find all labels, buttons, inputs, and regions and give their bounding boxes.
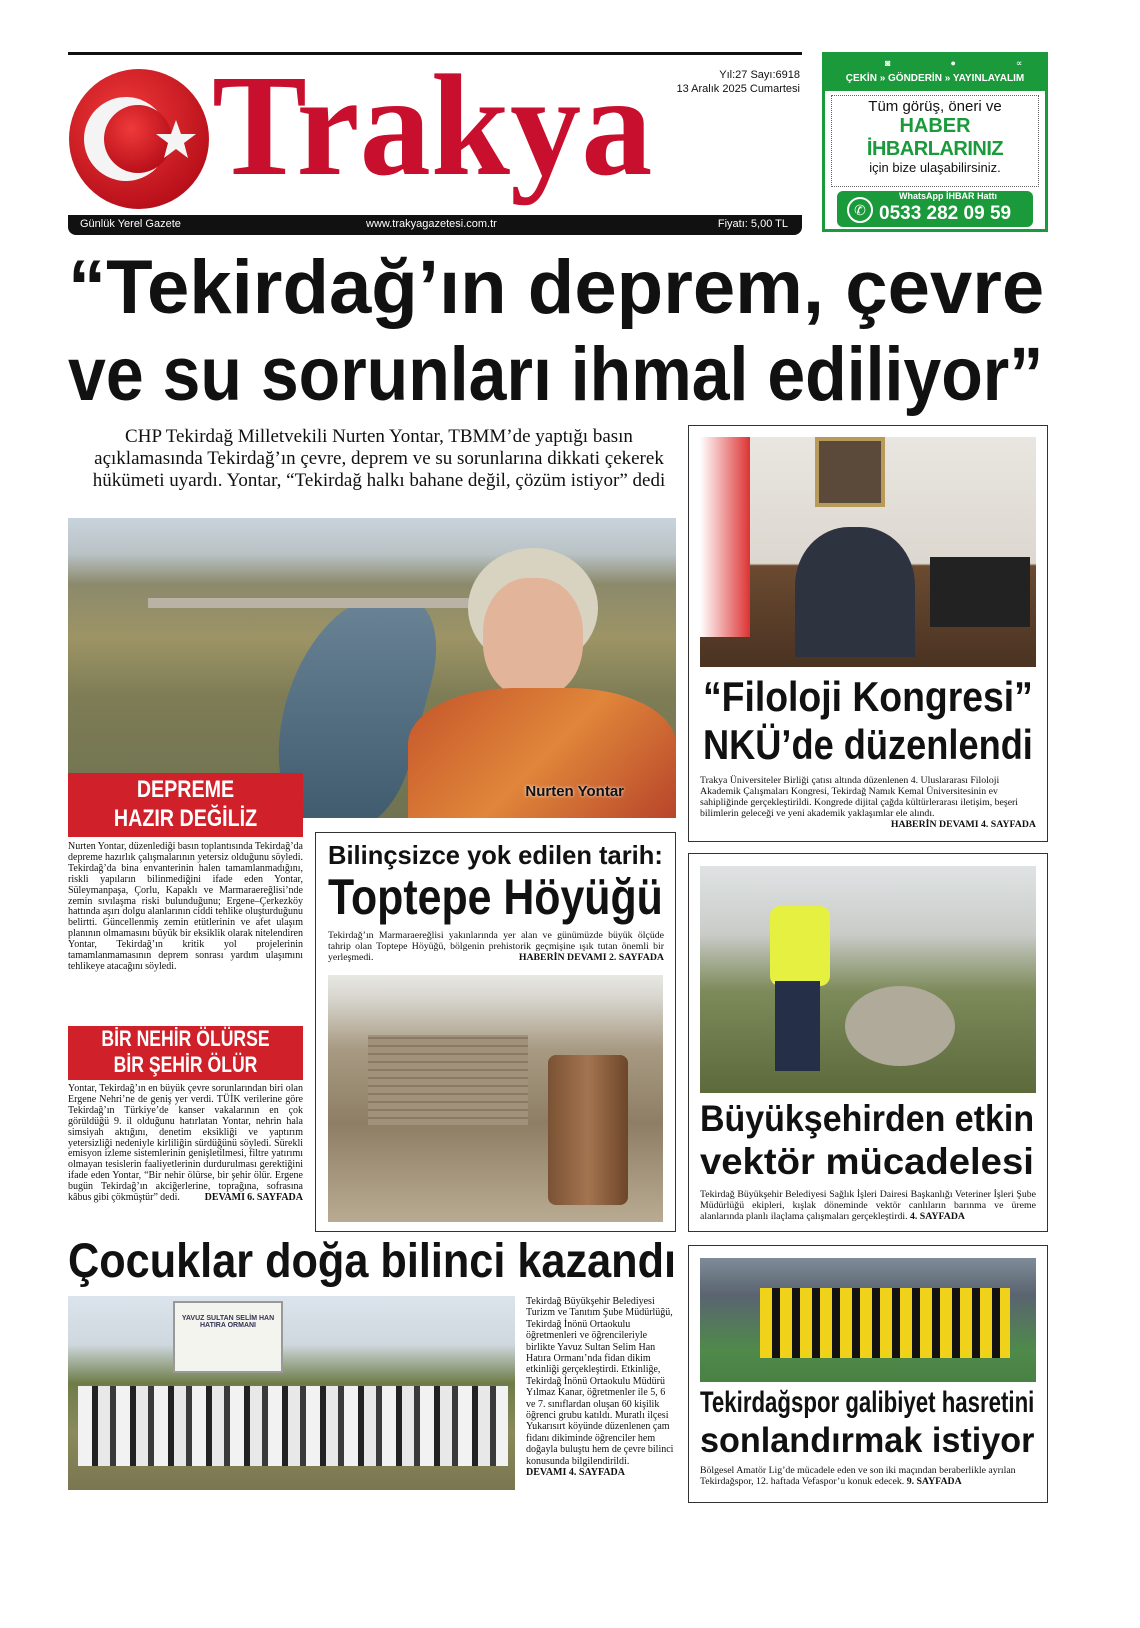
spor-headline-line-1: Tekirdağspor galibiyet hasretini xyxy=(700,1386,1035,1419)
river-text: Yontar, Tekirdağ’ın en büyük çevre sorunlarından biri olan Ergene Nehri’ne de geniş yer verdi. TÜİK verilerine göre Tekirdağ’ın Türkiye’de kanser vakalarının en çok görüldüğü 9. il olduğunu hatırlatan Yontar, nehrin hala simsiyah aktığını, denetim eksikliği ve yaptırım yetersizliği nedeniyle kirliliğin sürdüğünü söyledi. Sürekli emisyon izleme sistemlerinin genişletilmesi, filtre yatırımı olmayan tesislerin faaliyetlerinin durdurulması gerektiğini ifade eden Yontar, “Bir nehir ölürse, bir şehir ölür. Ergene bugün Tekirdağ’ın akciğerlerine, toprağına, sofrasına kâbus gibi çökmüştür” dedi. xyxy=(68,1083,303,1204)
lead-headline-line-1: “Tekirdağ’ın deprem, çevre xyxy=(68,245,1045,330)
send-icon: ● xyxy=(950,58,1016,68)
filoloji-headline-line-1: “Filoloji Kongresi” xyxy=(703,673,1033,720)
tip-line-1: Tüm görüş, öneri ve xyxy=(868,98,1002,115)
tip-steps: ÇEKİN » GÖNDERİN » YAYINLAYALIM xyxy=(845,73,1025,84)
whatsapp-icon: ✆ xyxy=(847,197,873,223)
continue-link[interactable]: 4. SAYFADA xyxy=(910,1211,965,1222)
camera-icon: ◙ xyxy=(885,58,951,68)
lead-headline-line-2: ve su sorunları ihmal ediliyor” xyxy=(68,332,1044,417)
news-tip-box xyxy=(822,52,1083,232)
earthquake-article-text: Nurten Yontar, düzenlediği basın toplantısında Tekirdağ’da depreme hazırlık çalışmalarının yetersiz olduğunu söyledi. Tekirdağ’da bina envanterinin halen tamamlanmadığını, riskli yapıların bilinmediğini ifade eden Yontar, Süleymanpaşa, Çorlu, Kapaklı ve Marmaraereğlisi’nde zemin sıvılaşma riski bulunduğunu; Ergene–Çerkezköy hattında aşırı dolgu alanlarının ciddi tehlike oluşturduğunu belirtti. Güncellenmiş zemin etütlerinin ve afet ulaşım planının olmamasını büyük bir eksiklik olarak nitelendiren Yontar, Tekirdağ’ın kritik yol projelerinin tamamlanmamasının deprem sonrası yardım ulaşımını tehlikeye atacağını söyledi. xyxy=(68,841,303,972)
sign-text: YAVUZ SULTAN SELİM HAN HATIRA ORMANI xyxy=(181,1315,275,1329)
vektor-headline-line-1: Büyükşehirden etkin xyxy=(700,1098,1035,1139)
toptepe-mound-photo xyxy=(328,975,663,1222)
whatsapp-label: WhatsApp İHBAR Hattı xyxy=(899,191,997,201)
spor-body: Bölgesel Amatör Lig’de mücadele eden ve son iki maçından beraberlikle ayrılan Tekirdağspor, 12. haftada Vefaspor’u konuk edecek. xyxy=(700,1465,1016,1487)
filoloji-office-photo xyxy=(700,437,1036,667)
tip-message xyxy=(831,95,1039,187)
tree-planting-photo xyxy=(68,1296,515,1490)
tagline: Günlük Yerel Gazete xyxy=(80,218,181,230)
filoloji-headline-line-2: NKÜ’de düzenlendi xyxy=(703,721,1033,768)
nurten-yontar-portrait xyxy=(398,528,676,818)
tip-line-3: İHBARLARINIZ xyxy=(866,138,1004,161)
toptepe-body: Tekirdağ’ın Marmaraereğlisi yakınlarında yer alan ve günümüzde büyük ölçüde tahrip olan Toptepe Höyüğü, bölgenin prehistorik geçmişine ışık tutan önemli bir yerleşmedi. xyxy=(328,930,664,963)
issue-date: 13 Aralık 2025 Cumartesi xyxy=(676,83,800,95)
vektor-headline-line-2: vektör mücadelesi xyxy=(700,1141,1034,1182)
spor-text xyxy=(700,1465,1036,1487)
river-article-text xyxy=(68,1084,303,1204)
photo-caption: Nurten Yontar xyxy=(525,783,624,800)
doga-text xyxy=(526,1296,676,1479)
continue-link[interactable]: DEVAMI 6. SAYFADA xyxy=(204,1192,303,1204)
website-link[interactable]: www.trakyagazetesi.com.tr xyxy=(366,218,497,230)
tekirdagspor-team-photo xyxy=(700,1258,1036,1382)
tip-line-4: için bize ulaşabilirsiniz. xyxy=(869,160,1001,176)
earthquake-box-title xyxy=(68,773,303,837)
forest-sign xyxy=(173,1301,283,1373)
continue-link[interactable]: HABERİN DEVAMI 2. SAYFADA xyxy=(518,952,664,963)
box1-title-line-2: HAZIR DEĞİLİZ xyxy=(113,805,258,832)
filoloji-text xyxy=(700,775,1036,830)
masthead xyxy=(68,46,802,233)
vektor-text xyxy=(700,1189,1036,1222)
vektor-body: Tekirdağ Büyükşehir Belediyesi Sağlık İşleri Dairesi Başkanlığı Veteriner İşleri Şube Müdürlüğü ekipleri, kışlak döneminde vektör canlıların barınma ve üreme alanlarında planlı ilaçlama çalışmaları gerçekleştirdi. xyxy=(700,1189,1036,1222)
doga-headline: Çocuklar doğa bilinci kazandı xyxy=(68,1235,677,1288)
toptepe-text xyxy=(328,930,664,963)
tip-steps-bar xyxy=(825,55,1083,91)
vector-spraying-photo xyxy=(700,866,1036,1093)
continue-link[interactable]: HABERİN DEVAMI 4. SAYFADA xyxy=(890,819,1036,830)
lead-summary: CHP Tekirdağ Milletvekili Nurten Yontar, TBMM’de yaptığı basın açıklamasında Tekirdağ’ın çevre, deprem ve su sorunlarına dikkati çekerek hükümeti uyardı. Yontar, “Tekirdağ halkı bahane değil, çözüm istiyor” dedi xyxy=(92,426,666,491)
masthead-bar xyxy=(68,215,802,235)
river-box-title xyxy=(68,1026,303,1080)
artifact xyxy=(548,1055,628,1205)
box2-title-line-2: BİR ŞEHİR ÖLÜR xyxy=(113,1052,258,1077)
masthead-title: Trakya xyxy=(212,46,653,206)
continue-link[interactable]: DEVAMI 4. SAYFADA xyxy=(526,1467,625,1479)
toptepe-headline: Toptepe Höyüğü xyxy=(328,869,663,925)
issue-number: Yıl:27 Sayı:6918 xyxy=(719,69,800,81)
box1-title-line-1: DEPREME xyxy=(136,776,235,803)
step-icons xyxy=(825,55,1083,69)
doga-body: Tekirdağ Büyükşehir Belediyesi Turizm ve Tanıtım Şube Müdürlüğü, Tekirdağ İnönü Ortaokulu öğretmenleri ve öğrencileriyle birlikte Yavuz Sultan Selim Han Hatıra Ormanı’nda fidan dikim etkinliği gerçekleştirdi. Etkinliğe, Tekirdağ İnönü Ortaokulu Müdürü Yılmaz Kanar, öğretmenler ile 5, 6 ve 7. sınıflardan oluşan 60 kişilik öğrenci grubu katıldı. Muratlı ilçesi Yukarısırt köyünde düzenlenen çam fidanı dikiminde öğrenciler hem doğayla buluştu hem de çevre bilinci konusunda bilgilendirildi. xyxy=(526,1296,674,1467)
price: Fiyatı: 5,00 TL xyxy=(717,218,788,230)
whatsapp-phone: 0533 282 09 59 xyxy=(879,203,1012,224)
filoloji-body: Trakya Üniversiteler Birliği çatısı altında düzenlenen 4. Uluslararası Filoloji Akademik Çalışmaları Kongresi, Tekirdağ Namık Kemal Üniversitesinin ev sahipliğinde gerçekleştirildi. Kongrede dijital çağda kültürlerarası iletişim, beşeri bilimlerin geleceği ve yeni akademik yaklaşımlar ele alındı. xyxy=(700,775,1019,819)
spor-headline-line-2: sonlandırmak istiyor xyxy=(700,1421,1035,1460)
tip-line-2: HABER xyxy=(899,115,971,138)
share-icon: ∝ xyxy=(1015,58,1083,68)
box2-title-line-1: BİR NEHİR ÖLÜRSE xyxy=(101,1026,270,1051)
whatsapp-hotline[interactable] xyxy=(837,191,1033,227)
toptepe-kicker: Bilinçsizce yok edilen tarih: xyxy=(328,840,663,870)
continue-link[interactable]: 9. SAYFADA xyxy=(906,1476,962,1487)
turkish-flag-logo xyxy=(68,68,210,210)
